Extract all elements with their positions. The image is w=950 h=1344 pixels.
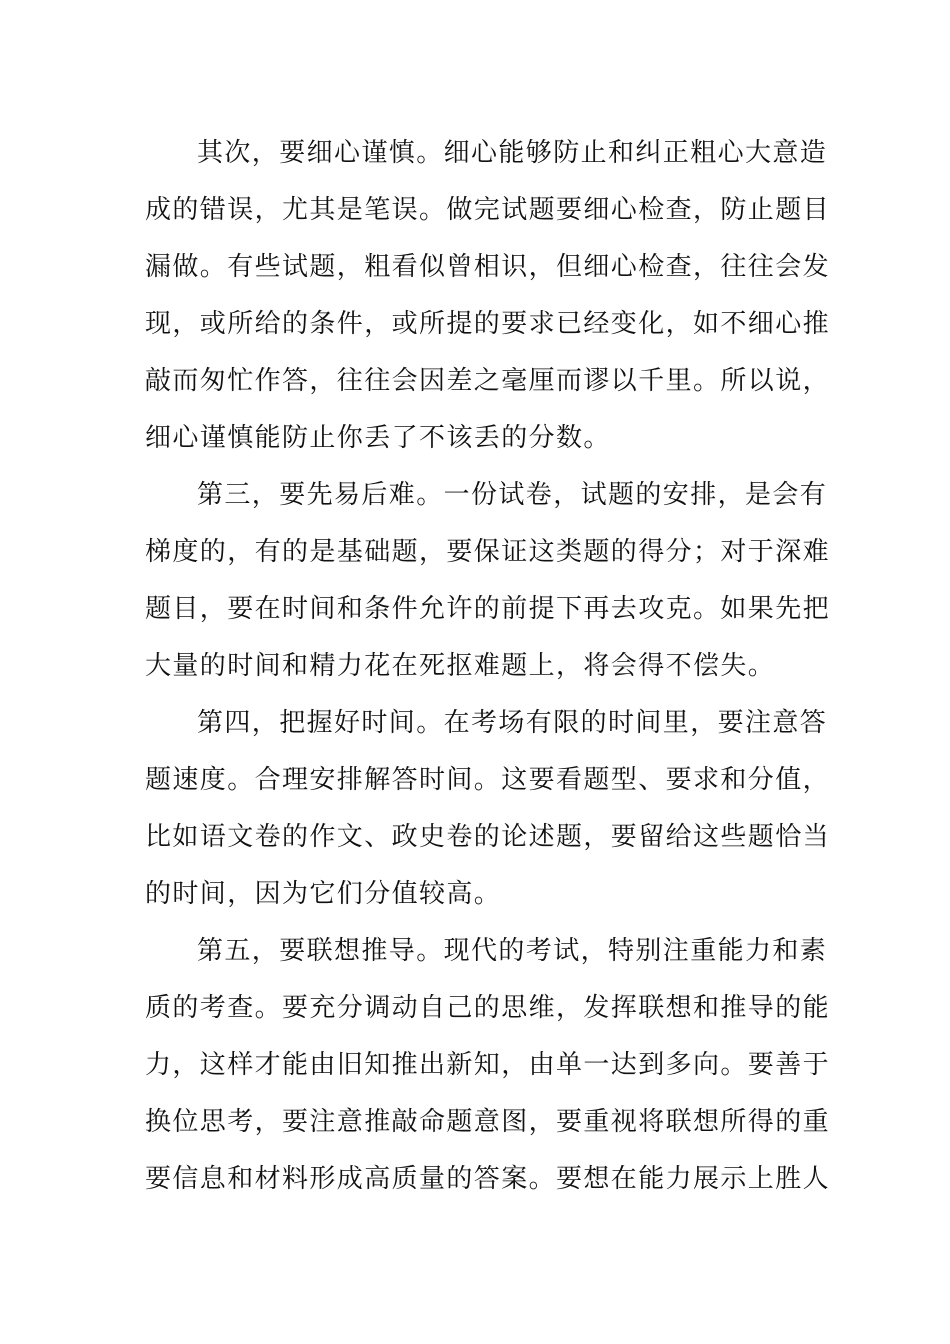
paragraph-third-line-3: 题目，要在时间和条件允许的前提下再去攻克。如果先把 — [145, 594, 831, 624]
paragraph-second-line-6: 细心谨慎能防止你丢了不该丢的分数。 — [145, 423, 611, 453]
paragraph-fourth-line-4: 的时间，因为它们分值较高。 — [145, 879, 502, 909]
paragraph-third-line-4: 大量的时间和精力花在死抠难题上，将会得不偿失。 — [145, 651, 776, 681]
paragraph-third-line-1: 第三，要先易后难。一份试卷，试题的安排，是会有 — [197, 480, 828, 510]
paragraph-fifth-line-5: 要信息和材料形成高质量的答案。要想在能力展示上胜人 — [145, 1164, 831, 1194]
paragraph-third-line-2: 梯度的，有的是基础题，要保证这类题的得分；对于深难 — [145, 537, 831, 567]
paragraph-fifth-line-2: 质的考查。要充分调动自己的思维，发挥联想和推导的能 — [145, 993, 831, 1023]
paragraph-second-line-2: 成的错误，尤其是笔误。做完试题要细心检查，防止题目 — [145, 195, 831, 225]
body-text — [145, 125, 831, 1208]
paragraph-fourth-line-1: 第四，把握好时间。在考场有限的时间里，要注意答 — [197, 708, 828, 738]
paragraph-second-line-1: 其次，要细心谨慎。细心能够防止和纠正粗心大意造 — [197, 138, 828, 168]
paragraph-fifth-line-4: 换位思考，要注意推敲命题意图，要重视将联想所得的重 — [145, 1107, 831, 1137]
paragraph-fifth-line-1: 第五，要联想推导。现代的考试，特别注重能力和素 — [197, 936, 828, 966]
paragraph-second-line-5: 敲而匆忙作答，往往会因差之毫厘而谬以千里。所以说， — [145, 366, 831, 396]
paragraph-fourth-line-3: 比如语文卷的作文、政史卷的论述题，要留给这些题恰当 — [145, 822, 831, 852]
paragraph-fifth-line-3: 力，这样才能由旧知推出新知，由单一达到多向。要善于 — [145, 1050, 831, 1080]
paragraph-second-line-3: 漏做。有些试题，粗看似曾相识，但细心检查，往往会发 — [145, 252, 831, 282]
paragraph-fourth-line-2: 题速度。合理安排解答时间。这要看题型、要求和分值， — [145, 765, 831, 795]
paragraph-second-line-4: 现，或所给的条件，或所提的要求已经变化，如不细心推 — [145, 309, 831, 339]
